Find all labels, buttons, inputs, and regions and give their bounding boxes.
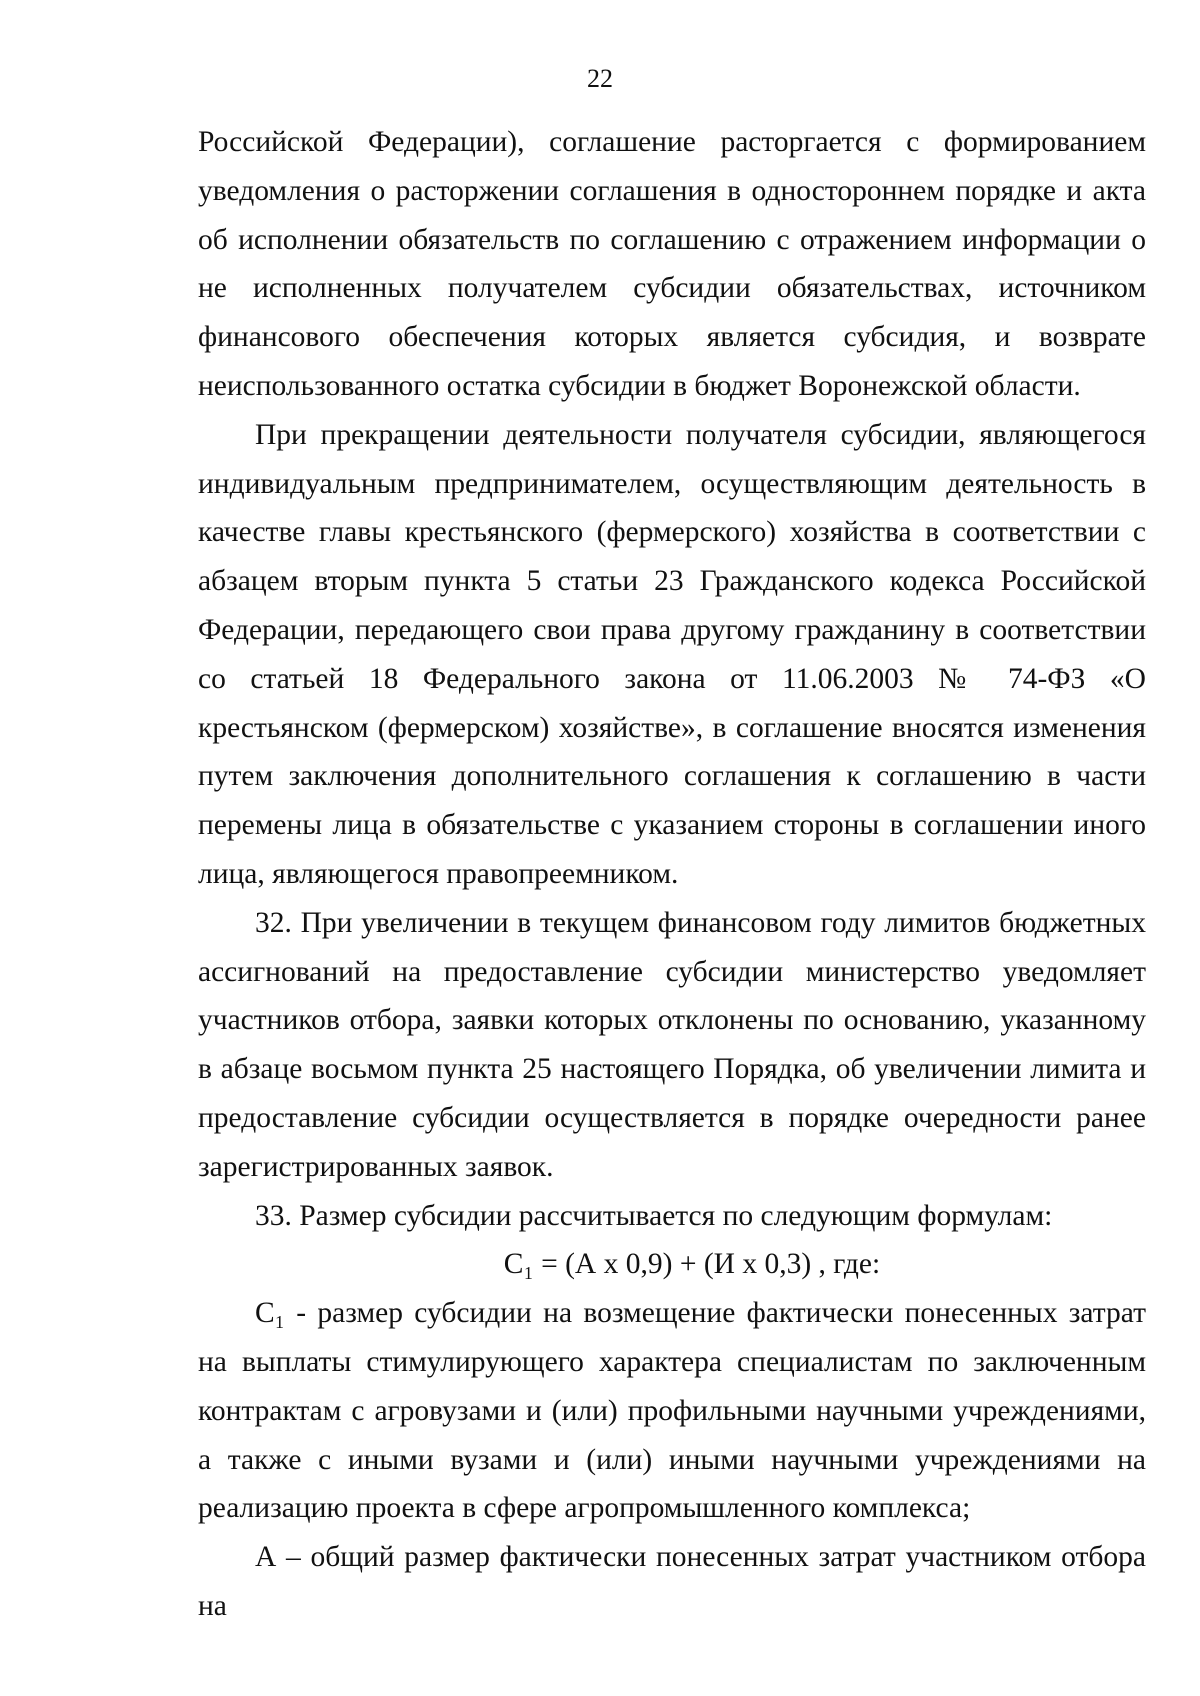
page-number: 22 <box>587 64 613 93</box>
paragraph-agreement-termination: Российской Федерации), соглашение расторгается с формированием уведомления о расторжении соглашения в одностороннем порядке и акта об исполнении обязательств по соглашению с отражением информации о не исполненных получателем субсидии обязательствах, источником финансового обеспечения которых является субсидия, и возврате неиспользованного остатка субсидии в бюджет Воронежской области. <box>198 126 1146 402</box>
paragraph-a-definition: А – общий размер фактически понесенных затрат участником отбора на <box>198 1541 1146 1622</box>
subsidy-formula: C₁ = (А х 0,9) + (И х 0,3) , где: <box>503 1248 881 1281</box>
document-body <box>198 118 1146 1631</box>
paragraph-activity-termination: При прекращении деятельности получателя субсидии, являющегося индивидуальным предпринимателем, осуществляющим деятельность в качестве главы крестьянского (фермерского) хозяйства в соответствии с абзацем вторым пункта 5 статьи 23 Гражданского кодекса Российской Федерации, передающего свои права другому гражданину в соответствии со статьей 18 Федерального закона от 11.06.2003 № 74-ФЗ «О крестьянском (фермерском) хозяйстве», в соглашение вносятся изменения путем заключения дополнительного соглашения к соглашению в части перемены лица в обязательстве с указанием стороны в соглашении иного лица, являющегося правопреемником. <box>198 418 1146 890</box>
paragraph-item-32: 32. При увеличении в текущем финансовом году лимитов бюджетных ассигнований на предоставление субсидии министерство уведомляет участников отбора, заявки которых отклонены по основанию, указанному в абзаце восьмом пункта 25 настоящего Порядка, об увеличении лимита и предоставление субсидии осуществляется в порядке очередности ранее зарегистрированных заявок. <box>198 906 1146 1183</box>
paragraph-c1-definition: C₁ - размер субсидии на возмещение фактически понесенных затрат на выплаты стимулирующего характера специалистам по заключенным контрактам с агровузами и (или) профильными научными учреждениями, а также с иными вузами и (или) иными научными учреждениями на реализацию проекта в сфере агропромышленного комплекса; <box>198 1297 1146 1525</box>
paragraph-item-33: 33. Размер субсидии рассчитывается по следующим формулам: <box>255 1199 1053 1232</box>
